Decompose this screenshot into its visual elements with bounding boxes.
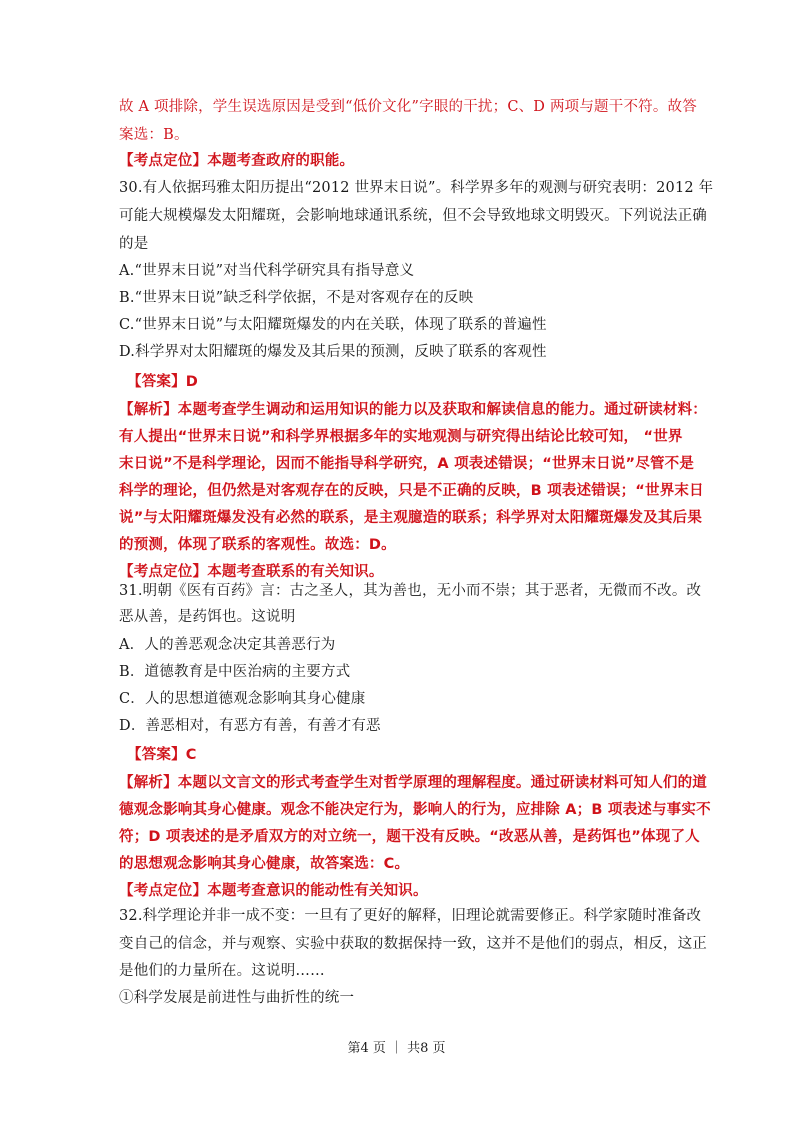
page-footer: 第4 页 ｜ 共8 页 <box>347 1041 446 1056</box>
q31-stem-line: 31.明朝《医有百药》言：古之圣人，其为善也，无小而不崇；其于恶者，无微而不改。改 <box>119 583 702 599</box>
q32-stem-line: 32.科学理论并非一成不变：一旦有了更好的解释，旧理论就需要修正。科学家随时准备改 <box>119 908 702 924</box>
q30-analysis-line: 【解析】本题考查学生调动和运用知识的能力以及获取和解读信息的能力。通过研读材料： <box>119 402 707 418</box>
q31-analysis-line: 【解析】本题以文言文的形式考查学生对哲学原理的理解程度。通过研读材料可知人们的道 <box>119 775 707 791</box>
q30-stem-line: 的是 <box>119 236 149 252</box>
q30-analysis-line: 科学的理论，但仍然是对客观存在的反映，只是不正确的反映，B 项表述错误；“世界末日 <box>119 483 704 499</box>
q30-stem-line: 可能大规模爆发太阳耀斑，会影响地球通讯系统，但不会导致地球文明毁灭。下列说法正确 <box>119 208 707 224</box>
q31-answer: 【答案】C <box>127 747 197 763</box>
q30-analysis-line: 的预测，体现了联系的客观性。故选：D。 <box>119 537 396 553</box>
q30-option-a: A.“世界末日说”对当代科学研究具有指导意义 <box>119 263 415 279</box>
q30-option-d: D.科学界对太阳耀斑的爆发及其后果的预测，反映了联系的客观性 <box>119 344 547 360</box>
q29-knowledge-point: 【考点定位】本题考查政府的职能。 <box>119 153 355 169</box>
q29-explanation-line: 案选：B。 <box>119 127 189 143</box>
q30-answer: 【答案】D <box>127 374 199 390</box>
q30-stem-line: 30.有人依据玛雅太阳历提出“2012 世界末日说”。科学界多年的观测与研究表明：2012 年 <box>119 180 714 196</box>
q30-analysis-line: 末日说”不是科学理论，因而不能指导科学研究，A 项表述错误；“世界末日说”尽管不是 <box>119 456 695 472</box>
q30-analysis-line: 有人提出“世界末日说”和科学界根据多年的实地观测与研究得出结论比较可知， “世界 <box>119 429 683 445</box>
q29-explanation-line: 故 A 项排除，学生误选原因是受到“低价文化”字眼的干扰；C、D 两项与题干不符。故答 <box>119 99 697 115</box>
q31-analysis-line: 德观念影响其身心健康。观念不能决定行为，影响人的行为，应排除 A；B 项表述与事实不 <box>119 802 711 818</box>
q30-analysis-line: 说”与太阳耀斑爆发没有必然的联系，是主观臆造的联系；科学界对太阳耀斑爆发及其后果 <box>119 510 703 526</box>
q30-knowledge-point: 【考点定位】本题考查联系的有关知识。 <box>119 564 384 580</box>
q31-option-c: C．人的思想道德观念影响其身心健康 <box>119 691 366 707</box>
q31-option-a: A．人的善恶观念决定其善恶行为 <box>119 637 336 653</box>
q31-knowledge-point: 【考点定位】本题考查意识的能动性有关知识。 <box>119 883 428 899</box>
q31-option-d: D．善恶相对，有恶方有善，有善才有恶 <box>119 718 381 734</box>
q32-option-1: ①科学发展是前进性与曲折性的统一 <box>119 990 355 1006</box>
q30-option-b: B.“世界末日说”缺乏科学依据，不是对客观存在的反映 <box>119 290 474 306</box>
q31-analysis-line: 的思想观念影响其身心健康，故答案选：C。 <box>119 856 410 872</box>
q31-stem-line: 恶从善，是药饵也。这说明 <box>119 609 296 625</box>
q30-option-c: C.“世界末日说”与太阳耀斑爆发的内在关联，体现了联系的普遍性 <box>119 317 547 333</box>
q31-option-b: B．道德教育是中医治病的主要方式 <box>119 664 351 680</box>
q32-stem-line: 是他们的力量所在。这说明…… <box>119 963 325 979</box>
q31-analysis-line: 符；D 项表述的是矛盾双方的对立统一，题干没有反映。“改恶从善，是药饵也”体现了人 <box>119 829 700 845</box>
q32-stem-line: 变自己的信念，并与观察、实验中获取的数据保持一致，这并不是他们的弱点，相反，这正 <box>119 936 707 952</box>
